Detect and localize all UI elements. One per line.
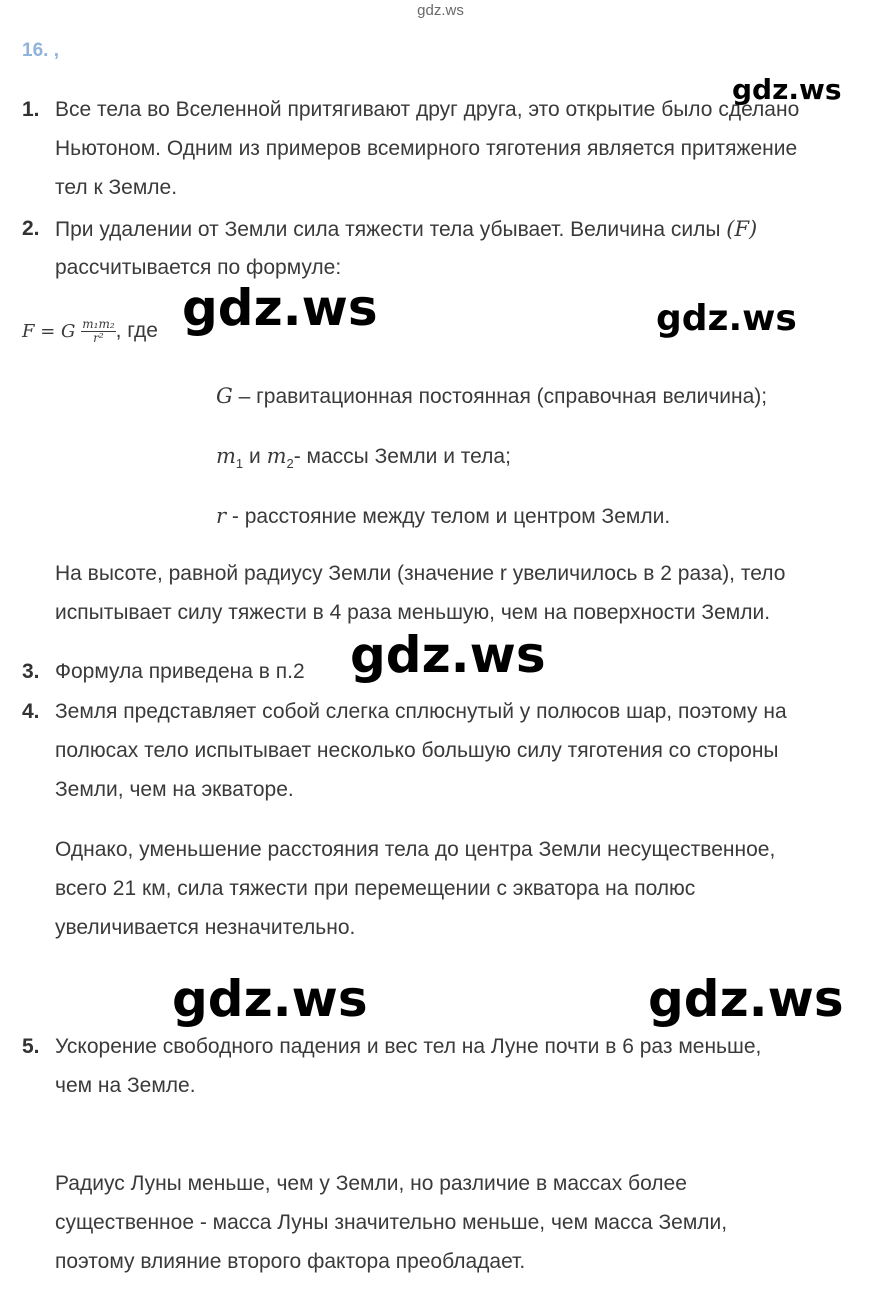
item-5-line-2: чем на Земле.	[55, 1074, 196, 1097]
item-5-note-line-2: существенное - масса Луны значительно меньше, чем масса Земли,	[55, 1211, 728, 1234]
formula-suffix: , где	[115, 319, 158, 342]
item-4-line-2: полюсах тело испытывает несколько большую силу тяготения со стороны	[55, 739, 779, 762]
item-4-number: 4.	[22, 700, 40, 723]
formula-lhs: F = G	[22, 321, 76, 342]
g-definition: – гравитационная постоянная (справочная величина);	[232, 385, 768, 408]
item-5-note-line-3: поэтому влияние второго фактора преобладает.	[55, 1250, 526, 1273]
m1-subscript: 1	[235, 456, 244, 472]
formula-numerator: m₁m₂	[82, 316, 115, 331]
watermark: gdz.ws	[656, 298, 797, 339]
formula-denominator: r²	[93, 330, 104, 345]
item-2-text: При удалении от Земли сила тяжести тела убывает. Величина силы	[55, 218, 721, 241]
force-symbol: (F)	[726, 217, 758, 241]
m1-symbol: m	[216, 444, 236, 468]
item-5-line-1: Ускорение свободного падения и вес тел на Луне почти в 6 раз меньше,	[55, 1035, 762, 1058]
item-1-line-2: Ньютоном. Одним из примеров всемирного тяготения является притяжение	[55, 137, 798, 160]
m2-subscript: 2	[286, 456, 294, 472]
item-2-number: 2.	[22, 217, 40, 240]
task-number: 16. ,	[22, 40, 59, 61]
item-4-note-line-1: Однако, уменьшение расстояния тела до центра Земли несущественное,	[55, 838, 776, 861]
watermark: gdz.ws	[182, 279, 378, 337]
item-4-note-line-2: всего 21 км, сила тяжести при перемещении с экватора на полюс	[55, 877, 696, 900]
item-4-note-line-3: увеличивается незначительно.	[55, 916, 356, 939]
item-2-line-2: рассчитывается по формуле:	[55, 256, 342, 279]
watermark: gdz.ws	[732, 73, 842, 106]
item-4-line-1: Земля представляет собой слегка сплюснутый у полюсов шар, поэтому на	[55, 700, 787, 723]
item-3-text: Формула приведена в п.2	[55, 660, 305, 683]
m2-symbol: m	[266, 444, 287, 468]
item-5-note-line-1: Радиус Луны меньше, чем у Земли, но различие в массах более	[55, 1172, 687, 1195]
item-2-note-line-2: испытывает силу тяжести в 4 раза меньшую, чем на поверхности Земли.	[55, 601, 771, 624]
item-5-number: 5.	[22, 1035, 40, 1058]
watermark: gdz.ws	[350, 626, 546, 684]
watermark: gdz.ws	[648, 970, 844, 1028]
r-symbol: r	[216, 504, 227, 528]
formula-fraction	[81, 318, 115, 345]
m-and: и	[243, 445, 267, 468]
definition-m	[216, 443, 511, 477]
g-symbol: G	[216, 384, 233, 408]
item-1-line-1: Все тела во Вселенной притягивают друг друга, это открытие было сделано	[55, 98, 800, 121]
item-3-number: 3.	[22, 660, 40, 683]
definition-g	[216, 383, 767, 410]
watermark: gdz.ws	[172, 970, 368, 1028]
item-1-number: 1.	[22, 98, 40, 121]
item-4-line-3: Земли, чем на экваторе.	[55, 778, 294, 801]
r-definition: - расстояние между телом и центром Земли.	[226, 505, 671, 528]
site-name: gdz.ws	[417, 2, 464, 19]
gravity-formula	[22, 316, 158, 347]
item-2-line-1	[55, 216, 757, 243]
definition-r	[216, 503, 670, 530]
m-definition: - массы Земли и тела;	[293, 445, 511, 468]
item-2-note-line-1: На высоте, равной радиусу Земли (значение r увеличилось в 2 раза), тело	[55, 562, 786, 585]
item-1-line-3: тел к Земле.	[55, 176, 178, 199]
